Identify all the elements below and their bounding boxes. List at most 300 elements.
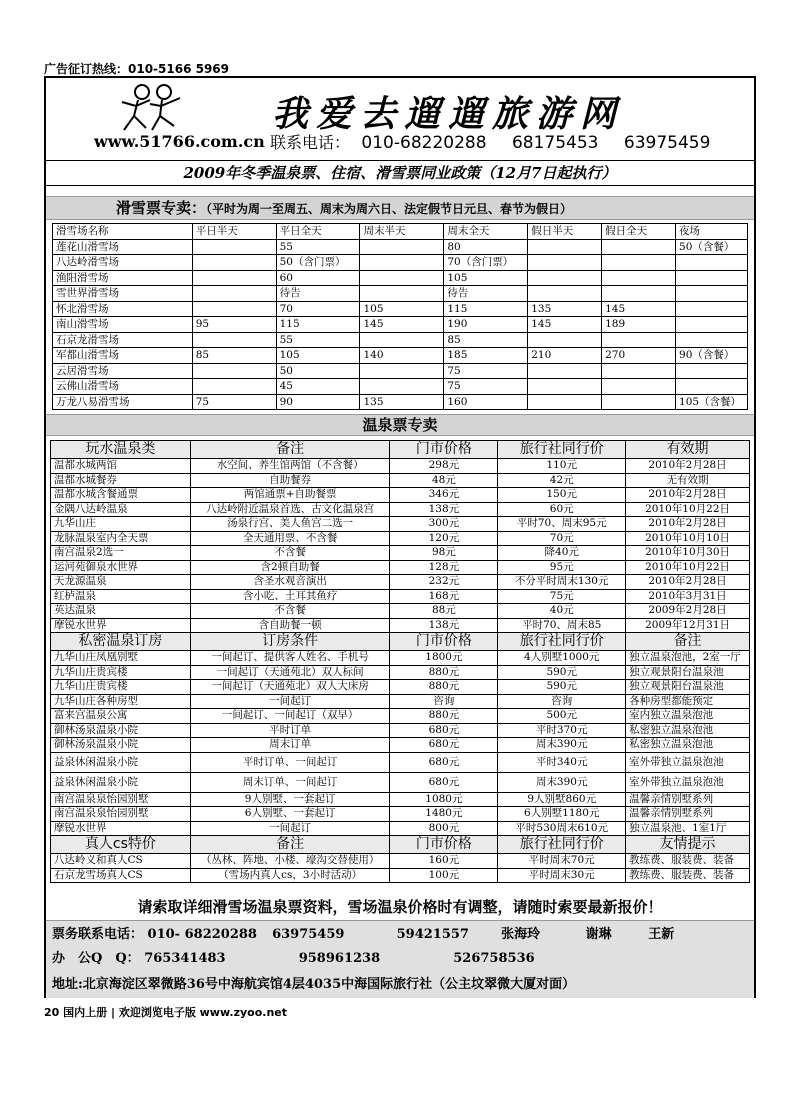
spa-row [51, 546, 750, 561]
spa-item-name: 九华山庄各种房型 [51, 694, 191, 709]
ski-row [53, 286, 748, 302]
spa-cell: 2010年10月10日 [626, 531, 750, 546]
spa-item-name: 御林汤泉温泉小院 [51, 723, 191, 738]
ski-price-cell: 75 [444, 363, 528, 379]
ski-price-cell: 185 [444, 348, 528, 364]
ski-price-cell: 105 [360, 301, 444, 317]
header-phone: 63975459 [623, 133, 711, 153]
site-url[interactable]: www.51766.com.cn [94, 132, 265, 151]
staff-name: 张海玲 [501, 927, 541, 942]
ad-hotline: 广告征订热线：010-5166 5969 [44, 62, 230, 76]
ticket-contact-row [52, 925, 674, 945]
ski-price-cell: 210 [528, 348, 602, 364]
spa-cell: 周末订单 [190, 738, 390, 753]
spa-cell: 95元 [498, 560, 626, 575]
spa-column-header: 玩水温泉类 [51, 441, 191, 459]
spa-row [51, 772, 750, 792]
spa-item-name: 天龙源温泉 [51, 575, 191, 590]
ticket-phone: 010- 68220288 [147, 927, 257, 942]
ski-price-cell [192, 301, 276, 317]
spa-cell: 独立温泉泡池，2室一厅 [626, 651, 750, 666]
spa-cell: 平时订单、一间起订 [190, 752, 390, 772]
ski-price-cell [192, 255, 276, 271]
spa-cell: 60元 [498, 502, 626, 517]
ski-price-cell [602, 379, 676, 395]
ski-row [53, 301, 748, 317]
spa-cell: 4人别墅1000元 [498, 651, 626, 666]
spa-cell: 平时530周末610元 [498, 821, 626, 836]
spa-cell: 不含餐 [190, 604, 390, 619]
spa-cell: 880元 [390, 680, 498, 695]
spa-column-header: 有效期 [626, 441, 750, 459]
ski-price-cell [676, 270, 748, 286]
spa-cell: 680元 [390, 738, 498, 753]
site-header [46, 78, 754, 160]
ski-resort-name: 云居滑雪场 [53, 363, 193, 379]
spa-cell: 水空间、养生馆两馆（不含餐） [190, 459, 390, 474]
spa-cell: （丛林、阵地、小楼、壕沟交替使用） [190, 854, 390, 869]
ski-price-cell [360, 239, 444, 255]
ski-price-cell [192, 363, 276, 379]
ski-price-cell [360, 286, 444, 302]
spa-item-name: 摩锐水世界 [51, 618, 191, 633]
spa-cell: 2010年2月28日 [626, 459, 750, 474]
spa-column-header: 旅行社同行价 [498, 836, 626, 854]
spa-column-header: 备注 [626, 633, 750, 651]
ski-header-row [53, 224, 748, 240]
spa-column-header: 订房条件 [190, 633, 390, 651]
spa-item-name: 御林汤泉温泉小院 [51, 738, 191, 753]
spa-row [51, 821, 750, 836]
ski-price-cell: 待告 [444, 286, 528, 302]
qq-label: 办 公Q Q： [52, 951, 140, 966]
spa-cell: 2009年12月31日 [626, 618, 750, 633]
spa-row [51, 807, 750, 822]
qq-number: 958961238 [298, 951, 381, 966]
ski-price-cell: 105（含餐） [676, 394, 748, 410]
spa-cell: 不分平时周末130元 [498, 575, 626, 590]
spa-column-header: 备注 [190, 836, 390, 854]
spa-cell: 降40元 [498, 546, 626, 561]
spa-row [51, 868, 750, 883]
spa-cell: 40元 [498, 604, 626, 619]
spa-item-name: 红栌温泉 [51, 589, 191, 604]
spa-column-header: 友情提示 [626, 836, 750, 854]
spa-cell: 独立温泉池、1室1厅 [626, 821, 750, 836]
spa-row [51, 694, 750, 709]
ski-price-cell: 45 [276, 379, 360, 395]
spa-cell: 1480元 [390, 807, 498, 822]
ski-price-cell [676, 317, 748, 333]
spa-column-header: 旅行社同行价 [498, 441, 626, 459]
spa-item-name: 摩锐水世界 [51, 821, 191, 836]
ski-price-cell: 90（含餐） [676, 348, 748, 364]
ski-price-cell: 270 [602, 348, 676, 364]
spa-item-name: 八达岭义和真人CS [51, 854, 191, 869]
ski-price-cell [676, 255, 748, 271]
spa-column-header: 私密温泉订房 [51, 633, 191, 651]
ski-price-cell [528, 379, 602, 395]
ski-price-cell [676, 379, 748, 395]
ski-price-cell [602, 239, 676, 255]
ski-price-cell [528, 239, 602, 255]
spa-cell: 75元 [498, 589, 626, 604]
ski-price-cell: 105 [276, 348, 360, 364]
spa-row [51, 560, 750, 575]
spa-cell: 2009年2月28日 [626, 604, 750, 619]
spa-row [51, 618, 750, 633]
spa-cell: 平时370元 [498, 723, 626, 738]
ski-resort-name: 万龙八易滑雪场 [53, 394, 193, 410]
spa-cell: 150元 [498, 488, 626, 503]
ski-row [53, 239, 748, 255]
ski-price-cell [676, 363, 748, 379]
spa-column-header: 备注 [190, 441, 390, 459]
ski-price-cell: 145 [360, 317, 444, 333]
spa-cell: 680元 [390, 772, 498, 792]
ski-price-cell [676, 286, 748, 302]
spa-row [51, 854, 750, 869]
ski-price-cell [528, 363, 602, 379]
ski-price-cell: 70 [276, 301, 360, 317]
ski-resort-name: 南山滑雪场 [53, 317, 193, 333]
ski-price-cell: 85 [192, 348, 276, 364]
spa-cell: 平时周末70元 [498, 854, 626, 869]
spa-cell: 温馨亲情别墅系列 [626, 807, 750, 822]
ski-price-cell [528, 286, 602, 302]
spa-section-header-row [51, 836, 750, 854]
spa-item-name: 温都水城两馆 [51, 459, 191, 474]
spa-cell: 两馆通票+自助餐票 [190, 488, 390, 503]
spa-cell: 2010年2月28日 [626, 488, 750, 503]
spa-row [51, 709, 750, 724]
ski-price-cell: 55 [276, 332, 360, 348]
ski-price-cell [528, 255, 602, 271]
ticket-phone: 63975459 [272, 927, 345, 942]
spa-cell: 教练费、服装费、装备 [626, 854, 750, 869]
ski-price-cell [528, 394, 602, 410]
spa-cell: 一间起订 [190, 694, 390, 709]
spa-cell: 私密独立温泉泡池 [626, 738, 750, 753]
ski-row [53, 332, 748, 348]
ski-price-cell [602, 286, 676, 302]
spa-cell: 一间起订、一间起订（双早） [190, 709, 390, 724]
ski-price-cell: 55 [276, 239, 360, 255]
spa-cell: 2010年10月22日 [626, 502, 750, 517]
spa-section-header-row [51, 633, 750, 651]
spa-cell: 私密独立温泉泡池 [626, 723, 750, 738]
ski-resort-name: 怀北滑雪场 [53, 301, 193, 317]
spa-cell: 周末390元 [498, 738, 626, 753]
ski-price-cell: 190 [444, 317, 528, 333]
spa-item-name: 富来宫温泉公寓 [51, 709, 191, 724]
ski-price-cell [192, 379, 276, 395]
spa-column-header: 门市价格 [390, 441, 498, 459]
ski-price-cell [192, 239, 276, 255]
ski-resort-name: 莲花山滑雪场 [53, 239, 193, 255]
ski-row [53, 394, 748, 410]
ski-price-cell [360, 363, 444, 379]
page-frame [44, 76, 756, 998]
spa-cell: 70元 [498, 531, 626, 546]
spa-cell: 一间起订（天通苑北）双人标间 [190, 665, 390, 680]
spa-cell: 1080元 [390, 792, 498, 807]
spa-cell: 138元 [390, 618, 498, 633]
ski-section-heading [46, 196, 754, 220]
spa-cell: 9人别墅、一套起订 [190, 792, 390, 807]
spa-row [51, 575, 750, 590]
qq-number: 765341483 [144, 951, 226, 966]
ski-price-cell: 80 [444, 239, 528, 255]
spa-item-name: 金隅八达岭温泉 [51, 502, 191, 517]
spa-cell: 平时70、周末85 [498, 618, 626, 633]
spa-cell: 无有效期 [626, 473, 750, 488]
spa-item-name: 温都水城含餐通票 [51, 488, 191, 503]
ski-price-cell [192, 270, 276, 286]
qq-number: 526758536 [453, 951, 535, 966]
ski-price-cell: 50（含餐） [676, 239, 748, 255]
spa-section-heading: 温泉票专卖 [46, 414, 754, 436]
spa-cell: 346元 [390, 488, 498, 503]
spa-cell: 298元 [390, 459, 498, 474]
spa-section-header-row [51, 441, 750, 459]
spa-item-name: 九华山庄 [51, 517, 191, 532]
ski-price-cell: 105 [444, 270, 528, 286]
spa-cell: 含2顿自助餐 [190, 560, 390, 575]
spa-cell: 平时70、周末95元 [498, 517, 626, 532]
spa-cell: 独立观景阳台温泉池 [626, 665, 750, 680]
ski-price-cell [192, 286, 276, 302]
spa-cell: 300元 [390, 517, 498, 532]
policy-title: 2009年冬季温泉票、住宿、滑雪票同业政策（12月7日起执行） [46, 160, 754, 186]
ski-price-cell [360, 332, 444, 348]
ski-row [53, 348, 748, 364]
spa-cell: 八达岭附近温泉首选、古文化温泉宫 [190, 502, 390, 517]
spa-cell: 含圣水观音演出 [190, 575, 390, 590]
ski-price-cell: 50 [276, 363, 360, 379]
spa-cell: 42元 [498, 473, 626, 488]
ski-price-cell [192, 332, 276, 348]
ski-row [53, 317, 748, 333]
spa-cell: 平时订单 [190, 723, 390, 738]
ski-price-cell [528, 332, 602, 348]
spa-row [51, 459, 750, 474]
ski-resort-name: 渔阳滑雪场 [53, 270, 193, 286]
spa-column-header: 旅行社同行价 [498, 633, 626, 651]
spa-cell: 温馨亲情别墅系列 [626, 792, 750, 807]
spa-cell: 室内独立温泉泡池 [626, 709, 750, 724]
spa-cell: 含小吃、土耳其鱼疗 [190, 589, 390, 604]
spa-item-name: 龙脉温泉室内全天票 [51, 531, 191, 546]
ski-resort-name: 云佛山滑雪场 [53, 379, 193, 395]
price-notice: 请索取详细滑雪场温泉票资料，雪场温泉价格时有调整，请随时索要最新报价！ [137, 898, 663, 916]
spa-cell: 全天通用票、不含餐 [190, 531, 390, 546]
spa-cell: 周末订单、一间起订 [190, 772, 390, 792]
spa-cell: 不含餐 [190, 546, 390, 561]
spa-row [51, 738, 750, 753]
spa-cell: 800元 [390, 821, 498, 836]
ski-column-header: 周末半天 [360, 224, 444, 240]
ski-price-cell: 85 [444, 332, 528, 348]
ski-row [53, 363, 748, 379]
spa-cell: 汤泉行宫、美人鱼宫二选一 [190, 517, 390, 532]
ski-price-cell: 140 [360, 348, 444, 364]
ski-resort-name: 军都山滑雪场 [53, 348, 193, 364]
ski-row [53, 255, 748, 271]
spa-cell: 周末390元 [498, 772, 626, 792]
spa-cell: 168元 [390, 589, 498, 604]
ski-heading-label: 滑雪票专卖： [116, 199, 207, 217]
spa-cell: 100元 [390, 868, 498, 883]
ski-price-cell: 50（含门票） [276, 255, 360, 271]
ski-price-cell: 115 [444, 301, 528, 317]
spa-column-header: 真人cs特价 [51, 836, 191, 854]
running-figure-icon [120, 82, 190, 134]
spa-row [51, 665, 750, 680]
spa-cell: 平时340元 [498, 752, 626, 772]
staff-name: 王新 [648, 927, 675, 942]
spa-cell: 6人别墅、一套起订 [190, 807, 390, 822]
ski-heading-note: （平时为周一至周五、周末为周六日、法定假节日元旦、春节为假日） [206, 202, 573, 216]
spa-cell: 2010年2月28日 [626, 517, 750, 532]
ski-column-header: 平日全天 [276, 224, 360, 240]
ski-price-cell: 115 [276, 317, 360, 333]
spa-row [51, 680, 750, 695]
spa-item-name: 英达温泉 [51, 604, 191, 619]
spa-row [51, 517, 750, 532]
qq-contact-row [52, 949, 535, 969]
spa-column-header: 门市价格 [390, 836, 498, 854]
ski-price-cell: 160 [444, 394, 528, 410]
spa-cell: 500元 [498, 709, 626, 724]
site-title: 我爱去遛遛旅游网 [272, 93, 625, 135]
spa-item-name: 益泉休闲温泉小院 [51, 752, 191, 772]
spa-item-name: 九华山庄贵宾楼 [51, 680, 191, 695]
spa-cell: 1800元 [390, 651, 498, 666]
spa-item-name: 九华山庄凤凰别墅 [51, 651, 191, 666]
ski-column-header: 平日半天 [192, 224, 276, 240]
ski-price-cell: 75 [192, 394, 276, 410]
ticket-phone: 59421557 [396, 927, 469, 942]
ski-price-cell [676, 332, 748, 348]
ski-price-cell: 135 [360, 394, 444, 410]
address: 地址:北京海淀区翠微路36号中海航宾馆4层4035中海国际旅行社（公主坟翠微大厦对面） [52, 977, 576, 992]
spa-cell: 120元 [390, 531, 498, 546]
spa-cell: 一间起订、提供客人姓名、手机号 [190, 651, 390, 666]
spa-cell: 138元 [390, 502, 498, 517]
spa-cell: 880元 [390, 665, 498, 680]
contact-block [46, 920, 754, 998]
spa-row [51, 792, 750, 807]
header-phone: 68175453 [511, 133, 599, 153]
ski-price-cell: 75 [444, 379, 528, 395]
spa-cell: 独立观景阳台温泉池 [626, 680, 750, 695]
ticket-phone-label: 票务联系电话： [52, 927, 144, 942]
spa-cell: 平时周末30元 [498, 868, 626, 883]
spa-row [51, 723, 750, 738]
ski-price-cell [360, 270, 444, 286]
spa-row [51, 502, 750, 517]
staff-name: 谢琳 [585, 927, 612, 942]
spa-cell: 680元 [390, 723, 498, 738]
spa-cell: 室外带独立温泉泡池 [626, 772, 750, 792]
spa-cell: 一间起订（天通苑北）双人大床房 [190, 680, 390, 695]
ski-resort-name: 石京龙滑雪场 [53, 332, 193, 348]
ski-price-cell [602, 394, 676, 410]
ski-price-table [52, 223, 748, 410]
spa-cell: 2010年10月30日 [626, 546, 750, 561]
ski-price-cell [602, 255, 676, 271]
spa-cell: 160元 [390, 854, 498, 869]
header-phone: 010-68220288 [361, 133, 487, 153]
spa-row [51, 604, 750, 619]
spa-cell: 98元 [390, 546, 498, 561]
ski-price-cell: 95 [192, 317, 276, 333]
ski-column-header: 周末全天 [444, 224, 528, 240]
spa-row [51, 752, 750, 772]
ski-price-cell: 90 [276, 394, 360, 410]
spa-row [51, 531, 750, 546]
spa-row [51, 473, 750, 488]
spa-cell: 9人别墅860元 [498, 792, 626, 807]
ski-price-cell [360, 255, 444, 271]
spa-cell: 含自助餐一顿 [190, 618, 390, 633]
ski-column-header: 假日全天 [602, 224, 676, 240]
spa-cell: 590元 [498, 680, 626, 695]
spa-cell: 自助餐券 [190, 473, 390, 488]
spa-cell: 2010年10月22日 [626, 560, 750, 575]
ski-price-cell: 145 [602, 301, 676, 317]
ski-price-cell: 待告 [276, 286, 360, 302]
spa-cell: 48元 [390, 473, 498, 488]
ski-price-cell [360, 379, 444, 395]
ski-price-cell [602, 270, 676, 286]
spa-cell: 680元 [390, 752, 498, 772]
spa-price-table [50, 440, 750, 883]
ski-price-cell: 135 [528, 301, 602, 317]
header-phones [270, 130, 730, 153]
spa-cell: 590元 [498, 665, 626, 680]
spa-cell: 6人别墅1180元 [498, 807, 626, 822]
spa-item-name: 南宫温泉泉怡园别墅 [51, 792, 191, 807]
spa-item-name: 益泉休闲温泉小院 [51, 772, 191, 792]
ski-row [53, 379, 748, 395]
spa-cell: 教练费、服装费、装备 [626, 868, 750, 883]
spa-cell: 咨询 [498, 694, 626, 709]
spa-item-name: 温都水城餐券 [51, 473, 191, 488]
spa-cell: 880元 [390, 709, 498, 724]
ski-column-header: 夜场 [676, 224, 748, 240]
spa-cell: 232元 [390, 575, 498, 590]
spa-cell: 各种房型都能预定 [626, 694, 750, 709]
ski-price-cell [602, 363, 676, 379]
ski-price-cell [676, 301, 748, 317]
page-footer: 20 国内上册 | 欢迎浏览电子版 www.zyoo.net [44, 1006, 288, 1019]
spa-cell: 咨询 [390, 694, 498, 709]
ski-price-cell: 145 [528, 317, 602, 333]
ski-row [53, 270, 748, 286]
spa-item-name: 九华山庄贵宾楼 [51, 665, 191, 680]
ski-price-cell [602, 332, 676, 348]
phone-label: 联系电话： [270, 133, 351, 152]
spa-column-header: 门市价格 [390, 633, 498, 651]
spa-cell: 88元 [390, 604, 498, 619]
ski-price-cell: 70（含门票） [444, 255, 528, 271]
spa-row [51, 488, 750, 503]
spa-cell: 2010年2月28日 [626, 575, 750, 590]
spa-cell: 110元 [498, 459, 626, 474]
ski-column-header: 假日半天 [528, 224, 602, 240]
